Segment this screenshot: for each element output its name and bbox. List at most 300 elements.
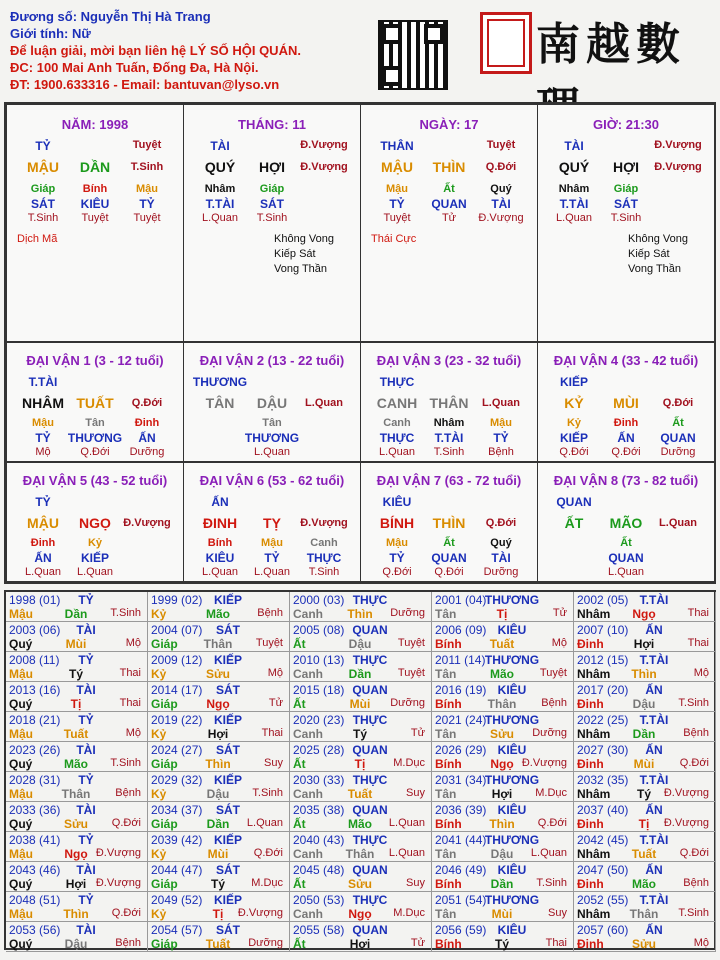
year-stage: Q.Đới: [679, 757, 709, 769]
hidden-stage: Bệnh: [488, 446, 514, 458]
year-cell: [6, 832, 148, 862]
year-god: THƯƠNG: [484, 713, 540, 727]
pillar-cell: [360, 104, 538, 342]
year-cell: [290, 652, 432, 682]
dai-van-stem: NHÂM: [22, 395, 64, 411]
year-stage: Bệnh: [541, 697, 567, 709]
hidden-god: ẤN: [34, 551, 52, 565]
year-cell: [290, 802, 432, 832]
year-label: 2021 (24): [435, 713, 487, 727]
hidden-stage: Tử: [441, 212, 457, 224]
year-label: 2018 (21): [9, 713, 61, 727]
year-stage: Mộ: [125, 637, 141, 649]
year-branch: Tị: [354, 757, 366, 771]
year-branch: Tị: [212, 907, 224, 921]
hidden-stem: Tân: [85, 417, 105, 429]
year-stage: Bệnh: [683, 727, 709, 739]
year-god: THƯƠNG: [484, 773, 540, 787]
year-cell: [148, 802, 290, 832]
year-god: SÁT: [216, 683, 240, 697]
year-cell: [574, 862, 716, 892]
year-stage: Bệnh: [115, 937, 141, 949]
hidden-stem: Mậu: [386, 183, 408, 195]
year-label: 2024 (27): [151, 743, 203, 757]
year-cell: [148, 862, 290, 892]
year-cell: [574, 682, 716, 712]
year-god: ẤN: [645, 623, 663, 637]
dai-van-stage: L.Quan: [305, 397, 343, 409]
year-branch: Ngọ: [490, 757, 514, 771]
year-stem: Mậu: [9, 847, 33, 861]
dai-van-stage: L.Quan: [659, 517, 697, 529]
year-god: ẤN: [645, 863, 663, 877]
year-stage: Đ.Vượng: [521, 757, 567, 769]
hidden-stage: Q.Đới: [382, 566, 412, 578]
year-cell: [6, 922, 148, 952]
year-stem: Giáp: [151, 937, 178, 951]
year-stem: Nhâm: [577, 907, 611, 921]
year-stage: Đ.Vượng: [237, 907, 283, 919]
year-stem: Đinh: [577, 817, 604, 831]
hidden-stage: L.Quan: [24, 566, 62, 578]
hidden-god: SÁT: [260, 197, 284, 211]
year-label: 2032 (35): [577, 773, 629, 787]
stem-god: THÂN: [380, 139, 414, 153]
year-god: QUAN: [352, 923, 388, 937]
dai-van-title: ĐẠI VẬN 7 (63 - 72 tuổi): [376, 473, 522, 488]
hidden-stem: Tân: [262, 417, 282, 429]
hidden-stage: L.Quan: [555, 212, 593, 224]
year-label: 2016 (19): [435, 683, 487, 697]
year-stage: Q.Đới: [111, 817, 141, 829]
stem-state: Đ.Vượng: [654, 139, 702, 151]
year-stage: Q.Đới: [679, 847, 709, 859]
year-label: 2020 (23): [293, 713, 345, 727]
year-branch: Tý: [352, 727, 368, 741]
year-god: QUAN: [352, 743, 388, 757]
hidden-stage: L.Quan: [253, 446, 291, 458]
hidden-god: KIẾP: [559, 431, 589, 445]
year-stem: Bính: [435, 637, 462, 651]
year-stem: Ất: [293, 697, 306, 711]
hidden-stem: Mậu: [386, 537, 408, 549]
year-cell: [290, 592, 432, 622]
year-branch: Dậu: [206, 787, 230, 801]
year-stem: Đinh: [577, 937, 604, 951]
dai-van-branch: DẬU: [256, 395, 288, 411]
year-stem: Tân: [435, 667, 457, 681]
dai-van-god: KIÊU: [382, 495, 412, 509]
year-god: T.TÀI: [639, 833, 669, 847]
hidden-stage: Đ.Vượng: [478, 212, 524, 224]
year-god: TÀI: [76, 863, 96, 877]
year-stem: Mậu: [9, 667, 33, 681]
year-stem: Bính: [435, 697, 462, 711]
year-label: 2038 (41): [9, 833, 61, 847]
contact-note: Để luận giải, mời bạn liên hệ LÝ SỐ HỘI QUÁN.: [10, 43, 301, 58]
year-stage: Thai: [119, 697, 141, 709]
annual-table: [4, 590, 716, 950]
pillar-star: Vong Thần: [274, 263, 328, 275]
hidden-god: TỶ: [493, 431, 509, 445]
hidden-god: TÀI: [491, 197, 511, 211]
year-cell: [148, 742, 290, 772]
year-cell: [432, 772, 574, 802]
year-god: ẤN: [645, 803, 663, 817]
year-cell: [574, 592, 716, 622]
year-label: 2054 (57): [151, 923, 203, 937]
year-branch: Dần: [348, 667, 372, 681]
year-god: QUAN: [352, 803, 388, 817]
year-god: KIẾP: [213, 893, 243, 907]
hidden-god: SÁT: [614, 197, 638, 211]
year-god: KIẾP: [213, 773, 243, 787]
year-label: 2045 (48): [293, 863, 345, 877]
hidden-stem: Ất: [620, 537, 632, 549]
year-god: KIẾP: [213, 833, 243, 847]
stem-twelve-stage: Đ.Vượng: [654, 161, 702, 173]
hidden-stage: T.Sinh: [433, 446, 465, 458]
year-label: 2025 (28): [293, 743, 345, 757]
year-cell: [148, 712, 290, 742]
pillar-cell: [183, 104, 361, 342]
year-stage: Suy: [406, 877, 425, 889]
year-branch: Ngọ: [348, 907, 372, 921]
year-god: ẤN: [645, 923, 663, 937]
year-stage: Thai: [119, 667, 141, 679]
year-cell: [432, 742, 574, 772]
year-stem: Nhâm: [577, 727, 611, 741]
dai-van-title: ĐẠI VẬN 2 (13 - 22 tuổi): [199, 353, 345, 368]
qr-code-icon: [378, 20, 448, 90]
year-stage: Thai: [545, 937, 567, 949]
dai-van-god: KIẾP: [559, 375, 589, 389]
hidden-stem: Quý: [490, 183, 512, 195]
hidden-god: TỶ: [389, 551, 405, 565]
hidden-stage: L.Quan: [378, 446, 416, 458]
year-branch: Tý: [68, 667, 84, 681]
year-label: 2028 (31): [9, 773, 61, 787]
year-stem: Tân: [435, 847, 457, 861]
year-branch: Hợi: [349, 937, 371, 951]
hidden-stage: Tuyệt: [383, 212, 411, 224]
year-label: 2040 (43): [293, 833, 345, 847]
year-stem: Bính: [435, 937, 462, 951]
year-branch: Dần: [632, 727, 656, 741]
year-label: 2057 (60): [577, 923, 629, 937]
year-stage: Tử: [268, 697, 283, 709]
hidden-stage: Tuyệt: [81, 212, 109, 224]
address: ĐC: 100 Mai Anh Tuấn, Đống Đa, Hà Nội.: [10, 60, 259, 75]
year-cell: [290, 712, 432, 742]
year-branch: Mão: [490, 667, 514, 681]
year-branch: Hợi: [207, 727, 229, 741]
year-cell: [148, 592, 290, 622]
year-branch: Hợi: [633, 637, 655, 651]
year-stage: Tuyệt: [255, 637, 283, 649]
year-stem: Kỷ: [151, 607, 167, 621]
year-branch: Ngọ: [64, 847, 88, 861]
stem-state: Tuyệt: [486, 139, 516, 151]
chart-grid: [4, 102, 716, 584]
year-cell: [574, 742, 716, 772]
year-stage: Mộ: [267, 667, 283, 679]
year-cell: [574, 772, 716, 802]
year-stem: Canh: [293, 907, 323, 921]
hidden-stem: Mậu: [136, 183, 158, 195]
year-god: KIẾP: [213, 593, 243, 607]
year-cell: [148, 682, 290, 712]
year-branch: Thân: [61, 787, 91, 801]
year-god: THỰC: [352, 833, 388, 847]
year-label: 1998 (01): [9, 593, 61, 607]
year-god: TỶ: [78, 833, 94, 847]
year-branch: Dậu: [348, 637, 372, 651]
year-label: 2050 (53): [293, 893, 345, 907]
hidden-stage: Q.Đới: [611, 446, 641, 458]
dai-van-branch: MÃO: [609, 515, 643, 531]
year-god: ẤN: [645, 743, 663, 757]
hidden-god: THỰC: [379, 431, 415, 445]
year-cell: [6, 742, 148, 772]
hidden-stem: Đinh: [613, 417, 639, 429]
year-stem: Mậu: [9, 907, 33, 921]
year-cell: [148, 622, 290, 652]
year-branch: Tuất: [631, 847, 657, 861]
hidden-god: QUAN: [608, 551, 644, 565]
year-label: 2056 (59): [435, 923, 487, 937]
year-cell: [290, 772, 432, 802]
year-god: TỶ: [78, 713, 94, 727]
hidden-god: THỰC: [306, 551, 342, 565]
year-stem: Canh: [293, 787, 323, 801]
year-stem: Quý: [9, 937, 33, 951]
dai-van-branch: MÙI: [613, 395, 639, 411]
pillar-star: Kiếp Sát: [274, 248, 316, 260]
year-branch: Sửu: [63, 817, 89, 831]
year-stage: Mộ: [693, 937, 709, 949]
pillar-title: NĂM: 1998: [61, 117, 129, 132]
hidden-stem: Mậu: [261, 537, 283, 549]
year-god: KIÊU: [497, 683, 527, 697]
year-branch: Dậu: [490, 847, 514, 861]
year-cell: [6, 712, 148, 742]
year-label: 2042 (45): [577, 833, 629, 847]
year-branch: Thân: [487, 697, 517, 711]
hidden-god: THƯƠNG: [67, 431, 123, 445]
year-cell: [148, 832, 290, 862]
year-label: 2011 (14): [435, 653, 486, 667]
year-branch: Tị: [638, 817, 650, 831]
year-god: KIẾP: [213, 653, 243, 667]
year-branch: Thìn: [347, 607, 373, 621]
year-stem: Đinh: [577, 877, 604, 891]
year-branch: Dần: [206, 817, 230, 831]
dai-van-cell: [6, 462, 184, 582]
hidden-god: TỶ: [139, 197, 155, 211]
year-cell: [574, 922, 716, 952]
year-stage: Suy: [264, 757, 283, 769]
year-branch: Mùi: [65, 637, 87, 651]
year-label: 2041 (44): [435, 833, 487, 847]
year-stem: Tân: [435, 787, 457, 801]
year-cell: [290, 862, 432, 892]
hidden-stage: Dưỡng: [129, 446, 165, 458]
year-label: 2023 (26): [9, 743, 61, 757]
year-stage: Dưỡng: [532, 727, 567, 739]
dai-van-stage: Q.Đới: [485, 517, 517, 529]
year-god: SÁT: [216, 743, 240, 757]
year-stem: Giáp: [151, 757, 178, 771]
year-label: 2036 (39): [435, 803, 487, 817]
year-stem: Bính: [435, 817, 462, 831]
year-branch: Thân: [629, 907, 659, 921]
year-god: THƯƠNG: [484, 653, 540, 667]
hidden-stem: Giáp: [259, 183, 285, 195]
hidden-stem: Kỷ: [87, 537, 103, 549]
year-stage: Thai: [261, 727, 283, 739]
dai-van-stem: KỶ: [564, 395, 584, 411]
year-label: 2003 (06): [9, 623, 61, 637]
dai-van-title: ĐẠI VẬN 8 (73 - 82 tuổi): [553, 473, 699, 488]
year-stem: Quý: [9, 877, 33, 891]
dai-van-branch: THÌN: [432, 515, 466, 531]
year-label: 2004 (07): [151, 623, 203, 637]
year-god: TỶ: [78, 893, 94, 907]
year-cell: [432, 922, 574, 952]
year-god: TÀI: [76, 803, 96, 817]
stem-twelve-stage: Đ.Vượng: [300, 161, 348, 173]
year-stage: Bệnh: [257, 607, 283, 619]
year-branch: Tị: [496, 607, 508, 621]
dai-van-stem: TÂN: [205, 395, 235, 411]
hidden-stage: L.Quan: [607, 566, 645, 578]
earth-branch: DẦN: [79, 159, 111, 175]
dai-van-god: TỶ: [35, 495, 51, 509]
year-branch: Mùi: [633, 757, 655, 771]
year-god: T.TÀI: [639, 593, 669, 607]
year-god: THƯƠNG: [484, 593, 540, 607]
dai-van-cell: [537, 342, 715, 462]
year-label: 2014 (17): [151, 683, 203, 697]
dai-van-stage: Đ.Vượng: [123, 517, 171, 529]
dai-van-god: QUAN: [556, 495, 592, 509]
year-stage: Tử: [410, 727, 425, 739]
year-cell: [574, 892, 716, 922]
year-label: 2002 (05): [577, 593, 629, 607]
year-stage: Thai: [687, 607, 709, 619]
dai-van-cell: [537, 462, 715, 582]
year-branch: Mão: [206, 607, 230, 621]
hidden-god: SÁT: [31, 197, 55, 211]
year-stem: Canh: [293, 607, 323, 621]
year-branch: Hợi: [491, 787, 513, 801]
year-branch: Mão: [64, 757, 88, 771]
hidden-stem: Giáp: [30, 183, 56, 195]
hidden-stage: Q.Đới: [80, 446, 110, 458]
hidden-stage: Dưỡng: [483, 566, 519, 578]
year-cell: [6, 682, 148, 712]
year-branch: Thân: [345, 847, 375, 861]
year-god: THỰC: [352, 593, 388, 607]
year-cell: [432, 832, 574, 862]
year-cell: [290, 742, 432, 772]
year-branch: Tuất: [205, 937, 231, 951]
year-stage: T.Sinh: [252, 787, 283, 799]
year-cell: [6, 592, 148, 622]
year-label: 2031 (34): [435, 773, 487, 787]
heaven-stem: MẬU: [381, 159, 413, 175]
year-branch: Ngọ: [206, 697, 230, 711]
year-cell: [290, 922, 432, 952]
pillar-title: GIỜ: 21:30: [592, 117, 660, 132]
earth-branch: HỢI: [259, 159, 285, 175]
year-god: THƯƠNG: [484, 893, 540, 907]
year-stem: Tân: [435, 907, 457, 921]
year-label: 2043 (46): [9, 863, 61, 877]
year-god: TỶ: [78, 593, 94, 607]
year-label: 2039 (42): [151, 833, 203, 847]
hidden-god: TÀI: [491, 551, 511, 565]
year-branch: Dần: [490, 877, 514, 891]
dai-van-title: ĐẠI VẬN 5 (43 - 52 tuổi): [22, 473, 168, 488]
year-god: TÀI: [76, 623, 96, 637]
hidden-stem: Nhâm: [204, 183, 236, 195]
heaven-stem: QUÝ: [558, 159, 590, 175]
year-cell: [574, 802, 716, 832]
year-stem: Bính: [435, 877, 462, 891]
stem-god: TÀI: [564, 139, 584, 153]
dai-van-god: THỰC: [379, 375, 415, 389]
dai-van-title: ĐẠI VẬN 3 (23 - 32 tuổi): [376, 353, 522, 368]
hidden-stem: Quý: [490, 537, 512, 549]
hidden-god: QUAN: [431, 551, 467, 565]
year-cell: [432, 652, 574, 682]
year-cell: [432, 712, 574, 742]
year-stem: Kỷ: [151, 667, 167, 681]
hidden-god: TỶ: [264, 551, 280, 565]
hidden-stem: Giáp: [613, 183, 639, 195]
year-god: KIÊU: [497, 623, 527, 637]
year-god: TỶ: [78, 653, 94, 667]
year-stage: Dưỡng: [248, 937, 283, 949]
gender: Giới tính: Nữ: [10, 26, 91, 41]
dai-van-branch: NGỌ: [79, 515, 111, 531]
year-stem: Đinh: [577, 637, 604, 651]
stem-twelve-stage: Q.Đới: [485, 161, 517, 173]
year-stem: Ất: [293, 937, 306, 951]
year-label: 2015 (18): [293, 683, 345, 697]
year-stage: Tuyệt: [397, 667, 425, 679]
year-label: 2010 (13): [293, 653, 345, 667]
year-stem: Nhâm: [577, 667, 611, 681]
year-label: 2033 (36): [9, 803, 61, 817]
dai-van-stage: Đ.Vượng: [300, 517, 348, 529]
dai-van-title: ĐẠI VẬN 1 (3 - 12 tuổi): [26, 353, 164, 368]
hidden-stem: Canh: [383, 417, 411, 429]
year-god: SÁT: [216, 863, 240, 877]
year-label: 2029 (32): [151, 773, 203, 787]
year-branch: Sửu: [347, 877, 373, 891]
year-label: 2046 (49): [435, 863, 487, 877]
year-stem: Mậu: [9, 727, 33, 741]
hidden-god: T.TÀI: [205, 197, 235, 211]
hidden-god: ẤN: [138, 431, 156, 445]
year-god: KIÊU: [497, 743, 527, 757]
hidden-god: T.TÀI: [559, 197, 589, 211]
dai-van-stage: L.Quan: [482, 397, 520, 409]
year-stem: Bính: [435, 757, 462, 771]
